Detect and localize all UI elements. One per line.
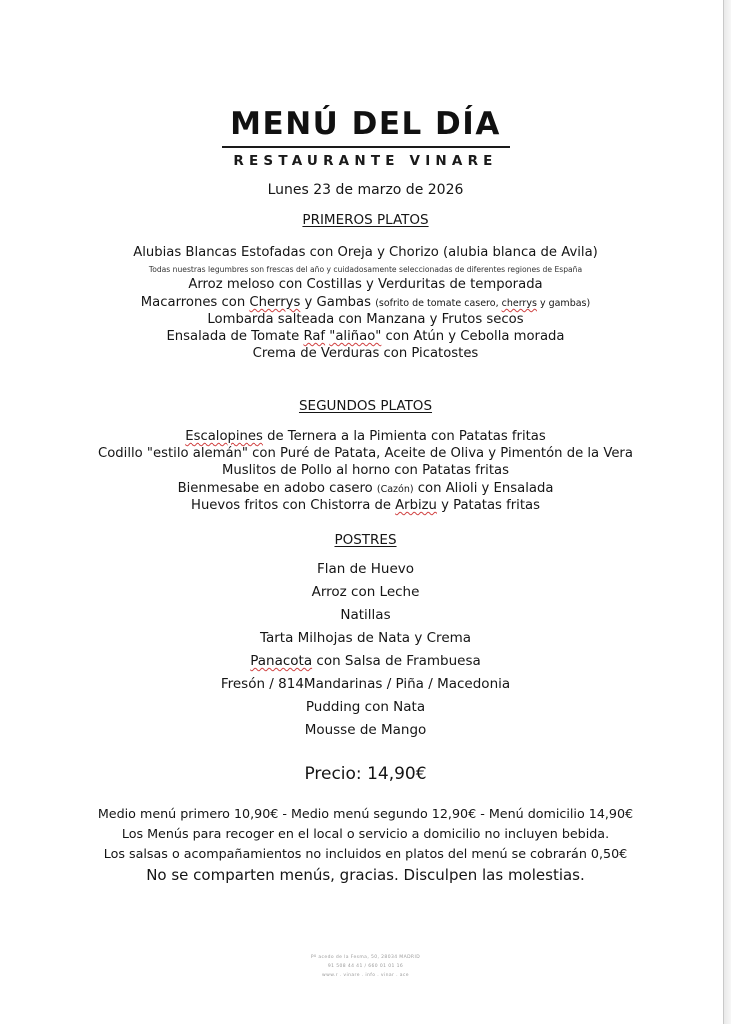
address-line: Pº acedo de la Fesma, 50, 28034 MADRID bbox=[310, 955, 421, 960]
primeros-item-lombarda: Lombarda salteada con Manzana y Frutos secos bbox=[207, 312, 524, 327]
footer-salsas-note: Los salsas o acompañamientos no incluidos en platos del menú se cobrarán 0,50€ bbox=[103, 846, 628, 861]
segundos-item-escalopines: Escalopines de Ternera a la Pimienta con Patatas fritas bbox=[185, 429, 546, 444]
menu-title: MENÚ DEL DÍA bbox=[230, 106, 501, 142]
web-line: www.r . vinare . info . vinar . ace bbox=[322, 973, 409, 978]
footer-sharing-note: No se comparten menús, gracias. Disculpen las molestias. bbox=[146, 866, 585, 884]
legumbres-note: Todas nuestras legumbres son frescas del año y cuidadosamente seleccionadas de diferentes regiones de España bbox=[148, 265, 583, 274]
section-heading-postres: POSTRES bbox=[334, 532, 397, 548]
footer-bebida-note: Los Menús para recoger en el local o servicio a domicilio no incluyen bebida. bbox=[121, 826, 610, 841]
postres-item-flan: Flan de Huevo bbox=[316, 561, 415, 577]
restaurant-name: RESTAURANTE VINARE bbox=[233, 153, 498, 169]
title-divider bbox=[222, 146, 510, 148]
segundos-item-codillo: Codillo "estilo alemán" con Puré de Patata, Aceite de Oliva y Pimentón de la Vera bbox=[98, 446, 633, 461]
postres-item-fruta: Fresón / 814Mandarinas / Piña / Macedonia bbox=[220, 676, 511, 692]
primeros-item-arroz: Arroz meloso con Costillas y Verduritas de temporada bbox=[188, 277, 543, 292]
phone-line: 91 508 44 41 / 660 01 01 16 bbox=[327, 964, 404, 969]
postres-item-natillas: Natillas bbox=[340, 607, 391, 623]
primeros-item-macarrones: Macarrones con Cherrys y Gambas (sofrito de tomate casero, cherrys y gambas) bbox=[140, 295, 591, 310]
footer-pricing: Medio menú primero 10,90€ - Medio menú segundo 12,90€ - Menú domicilio 14,90€ bbox=[97, 806, 634, 821]
section-heading-primeros: PRIMEROS PLATOS bbox=[302, 212, 429, 228]
primeros-item-alubias: Alubias Blancas Estofadas con Oreja y Chorizo (alubia blanca de Avila) bbox=[133, 245, 598, 260]
segundos-item-bienmesabe: Bienmesabe en adobo casero (Cazón) con Alioli y Ensalada bbox=[177, 481, 554, 496]
postres-item-mousse: Mousse de Mango bbox=[304, 722, 427, 738]
section-heading-segundos: SEGUNDOS PLATOS bbox=[298, 398, 433, 414]
primeros-item-crema: Crema de Verduras con Picatostes bbox=[252, 346, 479, 361]
menu-date: Lunes 23 de marzo de 2026 bbox=[267, 182, 464, 198]
menu-price: Precio: 14,90€ bbox=[304, 764, 427, 784]
postres-item-arroz-leche: Arroz con Leche bbox=[311, 584, 420, 600]
postres-item-pudding: Pudding con Nata bbox=[305, 699, 426, 715]
segundos-item-muslitos: Muslitos de Pollo al horno con Patatas fritas bbox=[222, 463, 509, 478]
primeros-item-ensalada: Ensalada de Tomate Raf "aliñao" con Atún y Cebolla morada bbox=[166, 329, 565, 344]
postres-item-tarta: Tarta Milhojas de Nata y Crema bbox=[259, 630, 472, 646]
postres-item-panacota: Panacota con Salsa de Frambuesa bbox=[250, 653, 481, 669]
segundos-item-huevos: Huevos fritos con Chistorra de Arbizu y Patatas fritas bbox=[191, 498, 540, 513]
